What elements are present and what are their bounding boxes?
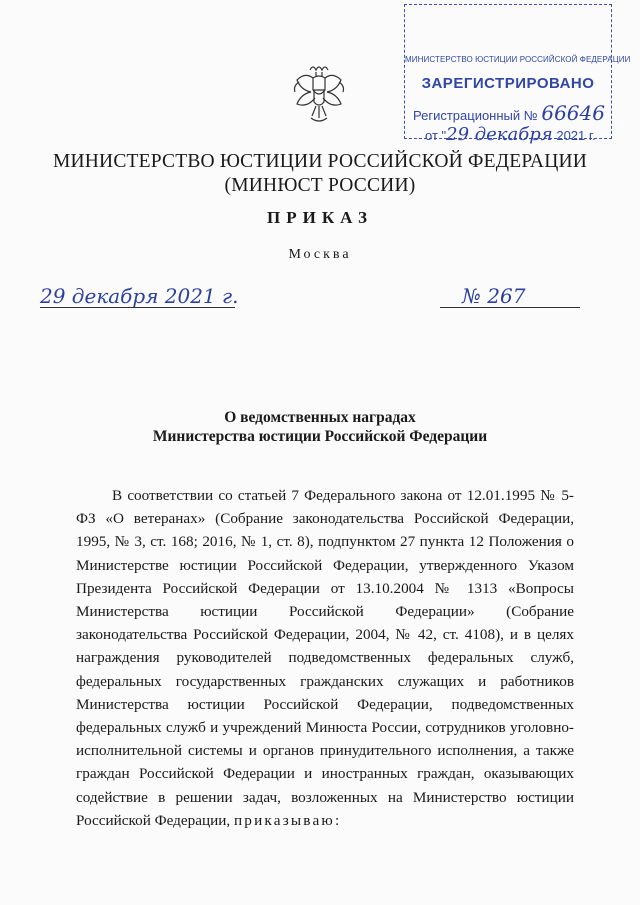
stamp-title: ЗАРЕГИСТРИРОВАНО	[421, 75, 595, 92]
order-date: 29 декабря 2021 г.	[40, 284, 239, 308]
title-line-2: Министерства юстиции Российской Федерации	[152, 428, 488, 445]
stamp-organization: МИНИСТЕРСТВО ЮСТИЦИИ РОССИЙСКОЙ ФЕДЕРАЦИИ	[405, 55, 631, 64]
order-number: № 267	[462, 284, 526, 308]
stamp-date-line	[425, 124, 596, 145]
stamp-date-prefix: от "	[425, 128, 447, 143]
ministry-short-name: (МИНЮСТ РОССИИ)	[224, 175, 416, 196]
date-underline	[40, 307, 235, 308]
stamp-registration-line	[413, 101, 605, 125]
coat-of-arms-icon	[289, 62, 349, 132]
stamp-date-value: 29 декабря	[446, 124, 553, 145]
body-paragraph	[76, 484, 574, 832]
body-paragraph-text: В соответствии со статьей 7 Федерального закона от 12.01.1995 № 5-ФЗ «О ветеранах» (Собрание законодательства Российской Федерации, 1995, № 3, ст. 168; 2016, № 1, ст. 8), подпунктом 27 пункта 12 Положения о Министерстве юстиции Российской Федерации, утвержденного Указом Президента Российской Федерации от 13.10.2004 № 1313 «Вопросы Министерства юстиции Российской Федерации» (Собрание законодательства Российской Федерации, 2004, № 42, ст. 4108), и в целях награждения руководителей подведомственных федеральных служб, федеральных государственных гражданских служащих и работников Министерства юстиции Российской Федерации, подведомственных федеральных служб и учреждений Минюста России, сотрудников уголовно-исполнительной системы и органов принудительного исполнения, а также граждан Российской Федерации и иностранных граждан, оказывающих содействие в решении задач, возложенных на Министерство юстиции Российской Федерации,	[76, 487, 574, 829]
number-underline	[440, 307, 580, 308]
ministry-name: МИНИСТЕРСТВО ЮСТИЦИИ РОССИЙСКОЙ ФЕДЕРАЦИИ	[52, 151, 588, 172]
title-line-1: О ведомственных наградах	[224, 409, 416, 426]
document-type: ПРИКАЗ	[267, 208, 373, 227]
stamp-year: 2021 г.	[556, 128, 596, 143]
resolution-word: приказываю:	[233, 811, 342, 829]
stamp-registration-number: 66646	[541, 101, 605, 125]
stamp-registration-label: Регистрационный №	[413, 108, 538, 123]
registration-stamp	[404, 4, 631, 145]
city-name: Москва	[288, 247, 352, 262]
